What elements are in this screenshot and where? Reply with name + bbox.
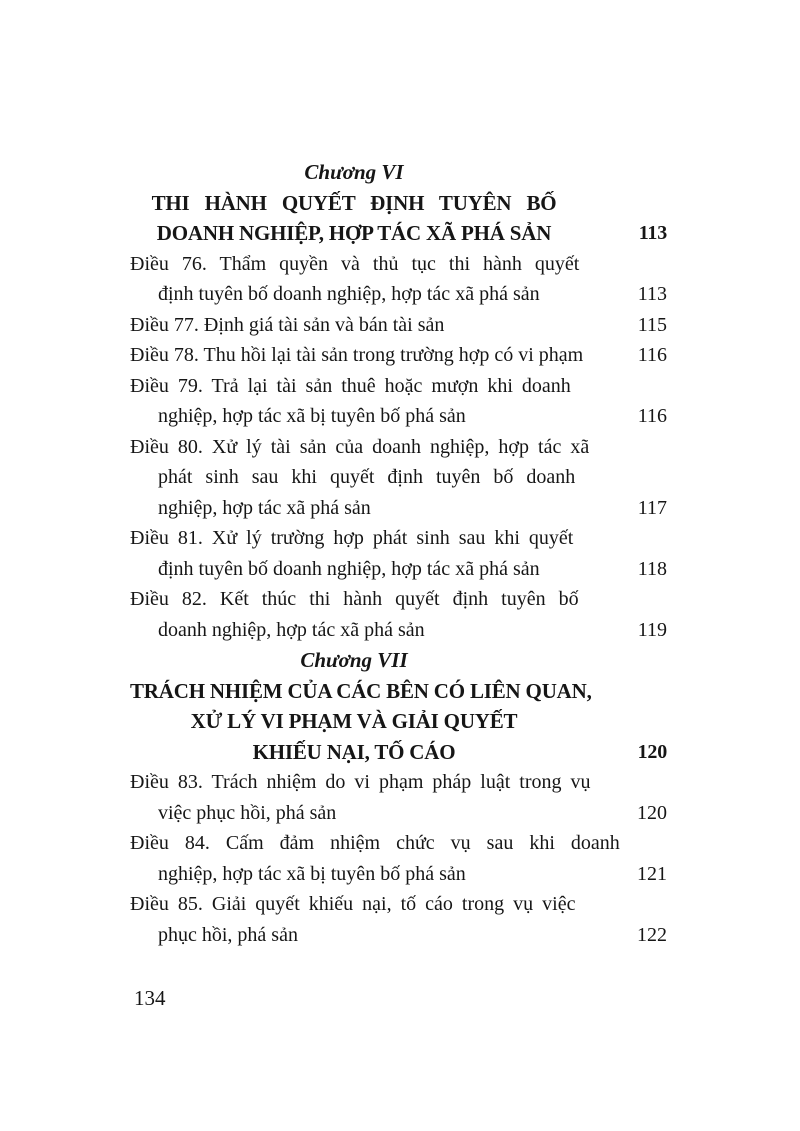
toc-entry-text: Điều 85. Giải quyết khiếu nại, tố cáo trong vụ việc (130, 893, 576, 915)
toc-entry-text: Điều 80. Xử lý tài sản của doanh nghiệp, hợp tác xã (130, 435, 590, 458)
toc-entry-text: Điều 77. Định giá tài sản và bán tài sản (130, 313, 445, 336)
toc-entry-line (130, 615, 667, 646)
toc-entry-text: Điều 83. Trách nhiệm do vi phạm pháp luật trong vụ (130, 771, 591, 793)
toc-entry-text: Điều 84. Cấm đảm nhiệm chức vụ sau khi doanh (130, 832, 620, 854)
toc-entry-text: phục hồi, phá sản (158, 923, 298, 946)
chapter-title-line (130, 218, 667, 249)
toc-entry-line (130, 340, 667, 371)
toc-entry-line (130, 279, 667, 310)
toc-page-number: 115 (637, 313, 667, 336)
toc-entry-line (130, 371, 667, 402)
toc-entry-line (130, 401, 667, 432)
toc-page-number: 116 (637, 405, 667, 427)
toc-page-number: 122 (637, 923, 667, 946)
toc-entry-line (130, 523, 667, 554)
toc-entry-text: Điều 82. Kết thúc thi hành quyết định tuyên bố (130, 588, 579, 610)
toc-entry-line (130, 920, 667, 951)
chapter-label-text: Chương VII (300, 648, 408, 672)
toc-page-number: 120 (637, 801, 667, 824)
chapter-title-line (130, 676, 667, 707)
chapter-title-text: KHIẾU NẠI, TỐ CÁO (252, 739, 456, 764)
toc-page-number: 119 (637, 618, 667, 641)
toc-entry-line (130, 432, 667, 463)
toc-entry-line (130, 554, 667, 585)
chapter-title-line (130, 188, 667, 219)
toc-page-number: 120 (637, 740, 667, 763)
toc-entry-text: định tuyên bố doanh nghiệp, hợp tác xã phá sản (158, 283, 540, 305)
chapter-title-line (130, 737, 667, 768)
chapter-title-text: DOANH NGHIỆP, HỢP TÁC XÃ PHÁ SẢN (156, 221, 552, 245)
toc-entry-line (130, 249, 667, 280)
footer-page-number: 134 (134, 986, 166, 1010)
toc-entry-line (130, 462, 667, 493)
chapter-label (130, 157, 667, 188)
toc-entry-text: phát sinh sau khi quyết định tuyên bố doanh (158, 466, 576, 488)
toc-entry-text: việc phục hồi, phá sản (158, 801, 337, 824)
toc-entry-line (130, 798, 667, 829)
toc-page-number: 113 (637, 283, 667, 305)
toc-entry-text: Điều 79. Trả lại tài sản thuê hoặc mượn khi doanh (130, 374, 571, 397)
table-of-contents (130, 157, 667, 950)
toc-entry-line (130, 859, 667, 890)
toc-entry-text: nghiệp, hợp tác xã bị tuyên bố phá sản (158, 405, 466, 427)
chapter-label (130, 645, 667, 676)
toc-page-number: 121 (637, 862, 667, 885)
toc-page-number: 116 (637, 344, 667, 366)
toc-entry-line (130, 889, 667, 920)
toc-page-number: 118 (637, 557, 667, 580)
toc-entry-line (130, 828, 667, 859)
toc-entry-text: định tuyên bố doanh nghiệp, hợp tác xã phá sản (158, 557, 540, 580)
toc-entry-text: Điều 76. Thẩm quyền và thủ tục thi hành quyết (130, 252, 580, 275)
toc-entry-line (130, 584, 667, 615)
toc-entry-text: doanh nghiệp, hợp tác xã phá sản (158, 618, 425, 641)
toc-entry-text: nghiệp, hợp tác xã bị tuyên bố phá sản (158, 862, 466, 885)
toc-entry-text: Điều 78. Thu hồi lại tài sản trong trường hợp có vi phạm (130, 344, 584, 366)
toc-entry-line (130, 493, 667, 524)
chapter-title-text: XỬ LÝ VI PHẠM VÀ GIẢI QUYẾT (190, 709, 518, 733)
chapter-title-text: THI HÀNH QUYẾT ĐỊNH TUYÊN BỐ (151, 190, 557, 215)
chapter-label-text: Chương VI (304, 160, 404, 184)
toc-entry-line (130, 310, 667, 341)
toc-page-number: 117 (637, 496, 667, 519)
chapter-title-line (130, 706, 667, 737)
chapter-title-text: TRÁCH NHIỆM CỦA CÁC BÊN CÓ LIÊN QUAN, (130, 678, 592, 703)
toc-page-number: 113 (638, 222, 667, 244)
toc-entry-text: nghiệp, hợp tác xã phá sản (158, 496, 371, 519)
toc-entry-text: Điều 81. Xử lý trường hợp phát sinh sau khi quyết (130, 527, 574, 549)
toc-entry-line (130, 767, 667, 798)
